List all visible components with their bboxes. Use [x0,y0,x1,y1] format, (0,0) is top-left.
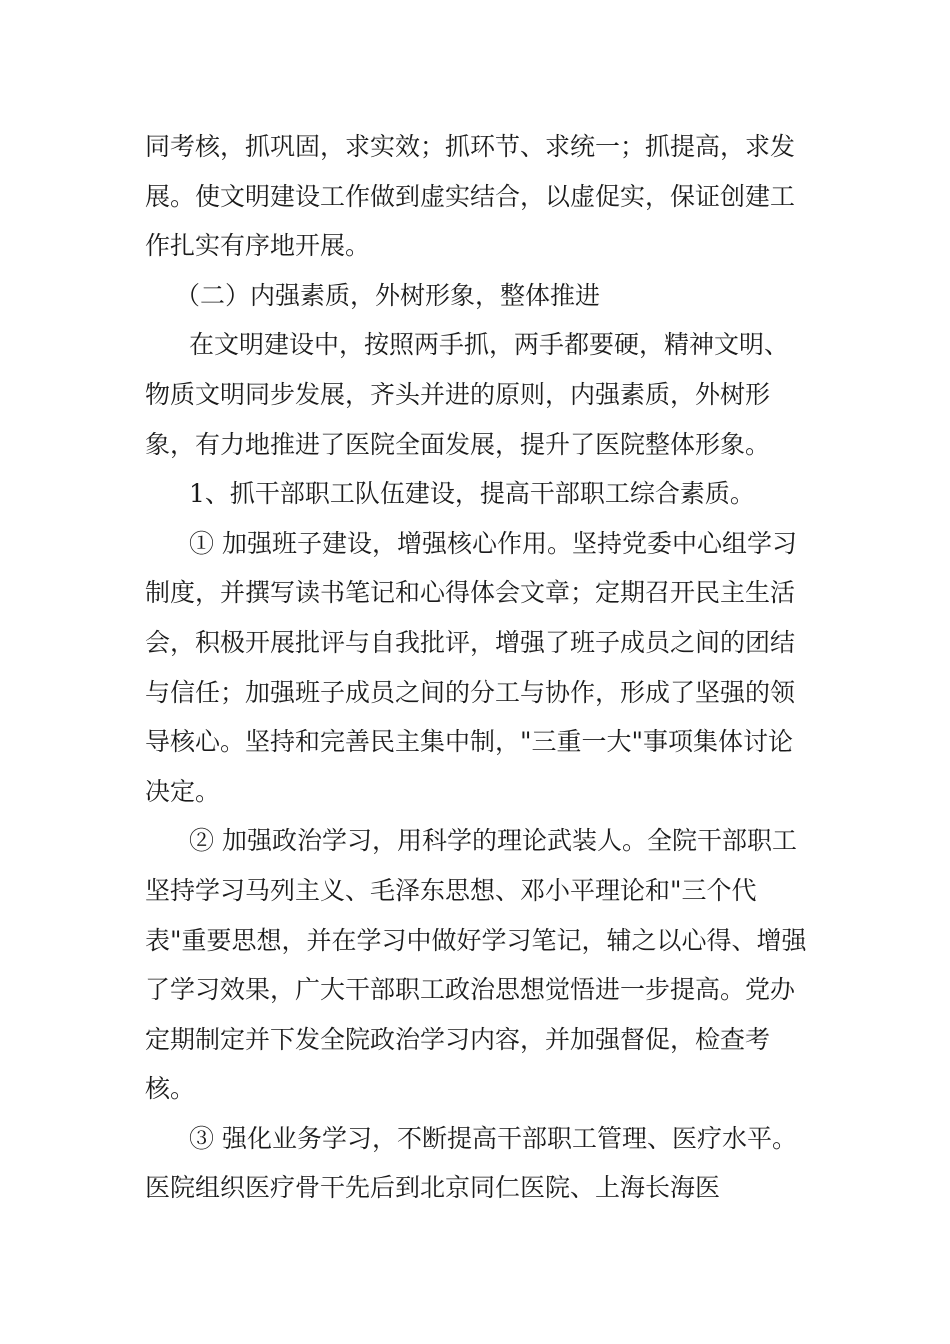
paragraph-intro: 在文明建设中，按照两手抓，两手都要硬，精神文明、物质文明同步发展，齐头并进的原则，内强素质，外树形象，有力地推进了医院全面发展，提升了医院整体形象。 [145,330,790,459]
document-body [145,122,810,1213]
paragraph-continuation: 同考核，抓巩固，求实效；抓环节、求统一；抓提高，求发展。使文明建设工作做到虚实结合，以虚促实，保证创建工作扎实有序地开展。 [145,132,796,261]
subsection-heading: 1、抓干部职工队伍建设，提高干部职工综合素质。 [189,479,755,509]
paragraph-item-3: ③ 强化业务学习，不断提高干部职工管理、医疗水平。医院组织医疗骨干先后到北京同仁医院、上海长海医 [145,1123,797,1203]
paragraph-item-2: ② 加强政治学习，用科学的理论武装人。全院干部职工坚持学习马列主义、毛泽东思想、邓小平理论和"三个代表"重要思想，并在学习中做好学习笔记，辅之以心得、增强了学习效果，广大干部职工政治思想觉悟进一步提高。党办定期制定并下发全院政治学习内容，并加强督促，检查考核。 [145,826,807,1104]
section-heading: （二）内强素质，外树形象，整体推进 [175,280,601,310]
paragraph-item-1: ① 加强班子建设，增强核心作用。坚持党委中心组学习制度，并撰写读书笔记和心得体会文章；定期召开民主生活会，积极开展批评与自我批评，增强了班子成员之间的团结与信任；加强班子成员之间的分工与协作，形成了坚强的领导核心。坚持和完善民主集中制，"三重一大"事项集体讨论决定。 [145,528,797,806]
